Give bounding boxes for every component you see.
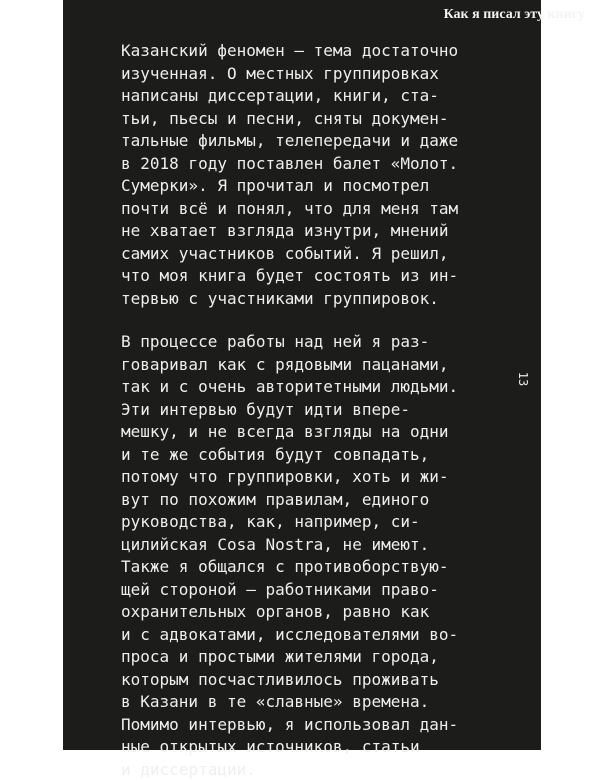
text-line: не хватает взгляда изнутри, мнений — [121, 220, 541, 243]
text-line: Казанский феномен — тема достаточно — [121, 40, 541, 63]
text-line: и с адвокатами, исследователями во- — [121, 624, 541, 647]
text-line: изученная. О местных группировках — [121, 63, 541, 86]
text-line: Помимо интервью, я использовал дан- — [121, 714, 541, 737]
paragraph-spacer — [121, 310, 541, 331]
text-line: которым посчастливилось проживать — [121, 669, 541, 692]
text-line: Эти интервью будут идти впере- — [121, 399, 541, 422]
text-line: ные открытых источников, статьи — [121, 736, 541, 759]
text-line: и диссертации. — [121, 759, 541, 781]
text-line: написаны диссертации, книги, ста- — [121, 85, 541, 108]
text-line: в Казани в те «славные» времена. — [121, 691, 541, 714]
text-line: что моя книга будет состоять из ин- — [121, 265, 541, 288]
page-number: 13 — [516, 372, 530, 386]
text-line: так и с очень авторитетными людьми. — [121, 376, 541, 399]
text-line: щей стороной — работниками право- — [121, 579, 541, 602]
text-line: проса и простыми жителями города, — [121, 646, 541, 669]
text-line: цилийская Cosa Nostra, не имеют. — [121, 534, 541, 557]
body-text — [121, 40, 541, 781]
text-line: В процессе работы над ней я раз- — [121, 331, 541, 354]
text-line: самих участников событий. Я решил, — [121, 243, 541, 266]
text-line: руководства, как, например, си- — [121, 511, 541, 534]
text-line: и те же события будут совпадать, — [121, 444, 541, 467]
text-line: говаривал как с рядовыми пацанами, — [121, 354, 541, 377]
text-line: тервью с участниками группировок. — [121, 288, 541, 311]
text-line: почти всё и понял, что для меня там — [121, 198, 541, 221]
text-line: охранительных органов, равно как — [121, 601, 541, 624]
running-head-title: Как я писал эту книгу — [444, 7, 585, 23]
text-line: в 2018 году поставлен балет «Молот. — [121, 153, 541, 176]
paragraph-2 — [121, 331, 541, 781]
text-line: тальные фильмы, телепередачи и даже — [121, 130, 541, 153]
text-line: потому что группировки, хоть и жи- — [121, 466, 541, 489]
text-line: тьи, пьесы и песни, сняты докумен- — [121, 108, 541, 131]
text-line: Сумерки». Я прочитал и посмотрел — [121, 175, 541, 198]
text-line: Также я общался с противоборствую- — [121, 556, 541, 579]
paragraph-1 — [121, 40, 541, 310]
text-line: мешку, и не всегда взгляды на одни — [121, 421, 541, 444]
text-line: вут по похожим правилам, единого — [121, 489, 541, 512]
